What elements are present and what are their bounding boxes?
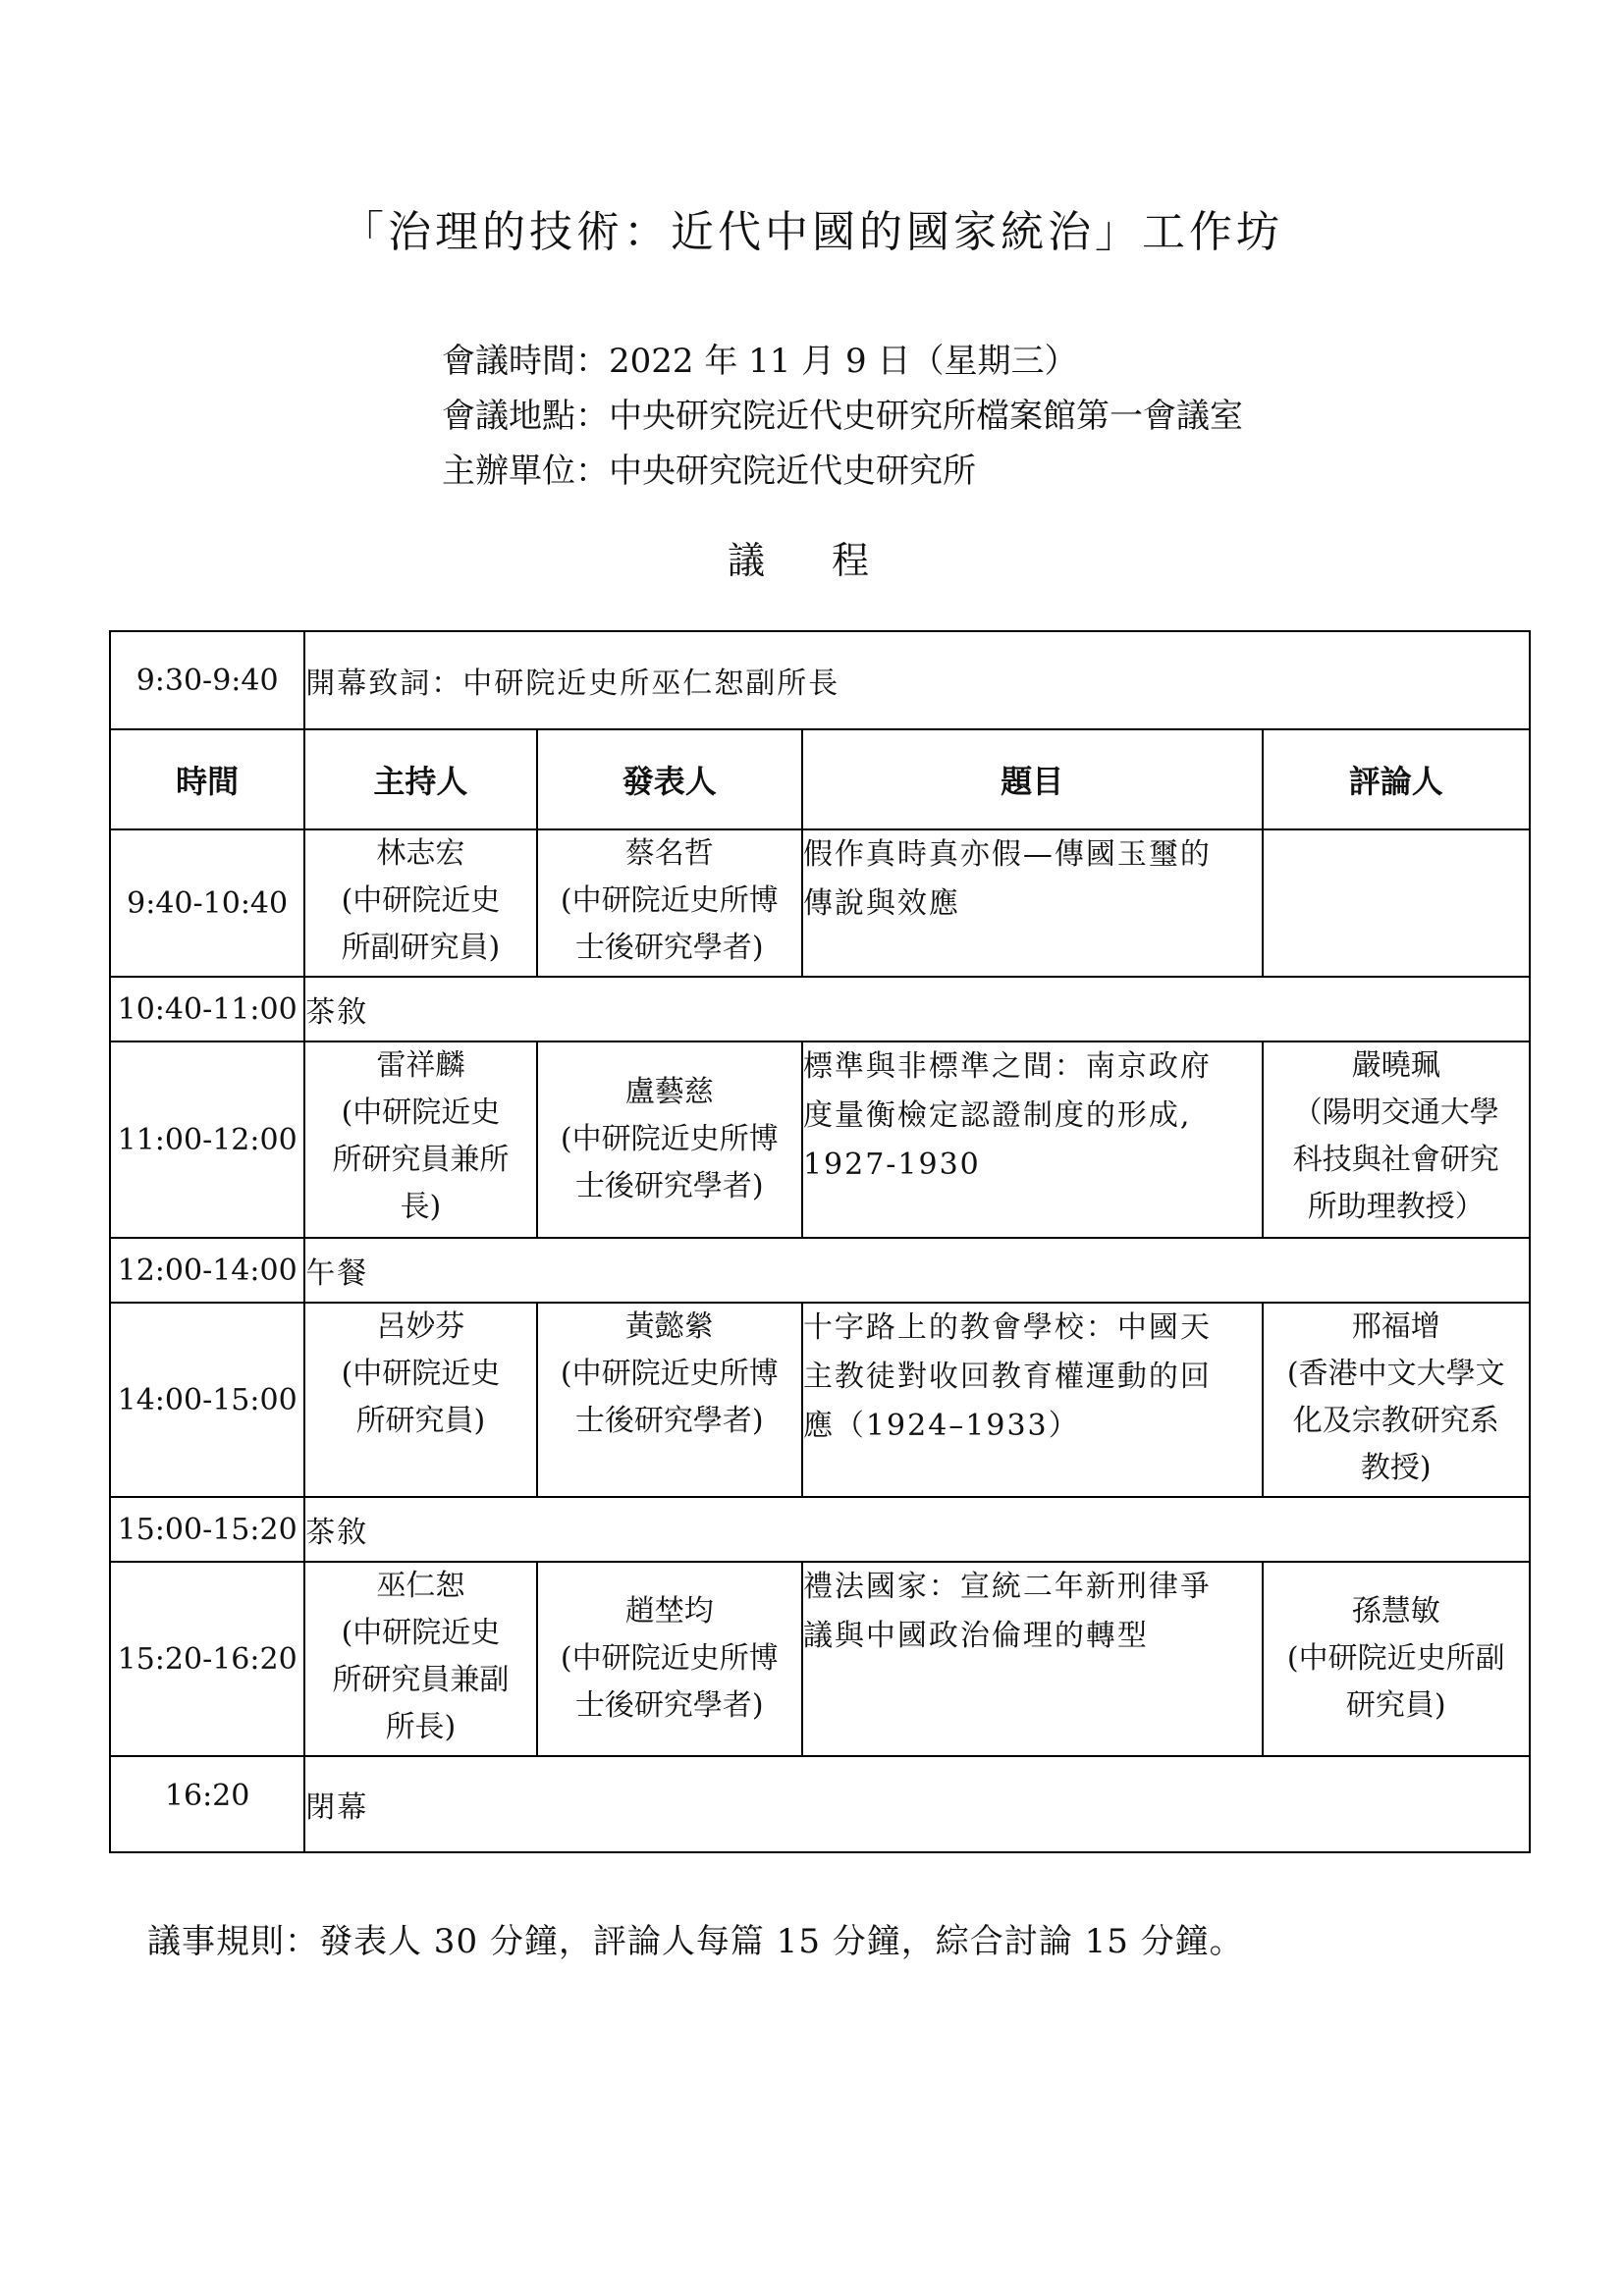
cell-line: 士後研究學者) <box>574 1688 764 1723</box>
table-row-session <box>110 829 1530 977</box>
meeting-date: 會議時間：2022 年 11 月 9 日（星期三） <box>442 342 1078 381</box>
cell-line: (中研院近史所博 <box>560 1122 779 1156</box>
column-header-discussant: 評論人 <box>1263 729 1530 829</box>
agenda-heading: 議 程 <box>727 539 897 582</box>
cell-line: 邢福增 <box>1351 1309 1440 1344</box>
cell-line: 所長) <box>385 1710 457 1744</box>
cell-line: 黃懿縈 <box>624 1309 714 1344</box>
column-header-presenter: 發表人 <box>537 729 802 829</box>
cell-line: 林志宏 <box>376 836 465 871</box>
column-header-topic: 題目 <box>802 729 1263 829</box>
session-presenter <box>537 1303 802 1497</box>
session-topic <box>802 1041 1263 1238</box>
cell-line: 孫慧敏 <box>1351 1594 1440 1629</box>
cell-line: （陽明交通大學 <box>1292 1095 1499 1130</box>
cell-line: 所副研究員) <box>341 931 501 965</box>
meeting-venue: 會議地點：中央研究院近代史研究所檔案館第一會議室 <box>442 397 1243 436</box>
session-time: 15:20-16:20 <box>110 1562 304 1756</box>
break-label: 茶敘 <box>304 1497 1530 1562</box>
break-time: 12:00-14:00 <box>110 1238 304 1303</box>
column-header-time: 時間 <box>110 729 304 829</box>
table-row-break <box>110 977 1530 1041</box>
session-discussant <box>1263 1041 1530 1238</box>
table-row-session <box>110 1562 1530 1756</box>
cell-line: 巫仁恕 <box>376 1569 465 1603</box>
cell-line: 度量衡檢定認證制度的形成, <box>802 1098 1192 1133</box>
cell-line: 趙埜均 <box>624 1594 714 1629</box>
cell-line: 教授) <box>1360 1451 1432 1485</box>
cell-line: 標準與非標準之間：南京政府 <box>802 1049 1212 1084</box>
table-row-break <box>110 1497 1530 1562</box>
cell-line: 禮法國家：宣統二年新刑律爭 <box>802 1570 1212 1604</box>
cell-line: 雷祥麟 <box>376 1048 465 1083</box>
cell-line: (中研院近史 <box>341 1095 501 1130</box>
opening-remarks: 開幕致詞：中研院近史所巫仁恕副所長 <box>304 631 1530 729</box>
column-header-chair: 主持人 <box>304 729 536 829</box>
cell-line: 所助理教授） <box>1307 1190 1485 1224</box>
session-chair <box>304 1303 536 1497</box>
cell-line: 士後研究學者) <box>574 1169 764 1203</box>
cell-line: 十字路上的教會學校：中國天 <box>802 1310 1212 1345</box>
cell-line: 嚴曉珮 <box>1351 1048 1440 1083</box>
agenda-table <box>109 630 1531 1853</box>
session-chair <box>304 829 536 977</box>
cell-line: 蔡名哲 <box>624 836 714 871</box>
cell-line: 議與中國政治倫理的轉型 <box>802 1619 1149 1653</box>
cell-line: 呂妙芬 <box>376 1309 465 1344</box>
cell-line: (中研院近史所博 <box>560 1357 779 1391</box>
session-presenter <box>537 1041 802 1238</box>
table-row-session <box>110 1041 1530 1238</box>
opening-time: 9:30-9:40 <box>110 631 304 729</box>
cell-line: 假作真時真亦假—傳國玉璽的 <box>802 837 1212 872</box>
table-row-break <box>110 1238 1530 1303</box>
cell-line: 盧藝慈 <box>624 1075 714 1109</box>
break-label: 午餐 <box>304 1238 1530 1303</box>
session-topic <box>802 829 1263 977</box>
break-time: 15:00-15:20 <box>110 1497 304 1562</box>
break-label: 茶敘 <box>304 977 1530 1041</box>
table-row-session <box>110 1303 1530 1497</box>
break-time: 10:40-11:00 <box>110 977 304 1041</box>
session-discussant <box>1263 829 1530 977</box>
cell-line: 長) <box>400 1190 442 1224</box>
meeting-info <box>442 334 1243 499</box>
session-chair <box>304 1562 536 1756</box>
session-topic <box>802 1303 1263 1497</box>
cell-line: 士後研究學者) <box>574 1404 764 1438</box>
cell-line: 1927-1930 <box>802 1148 981 1182</box>
session-presenter <box>537 1562 802 1756</box>
session-presenter <box>537 829 802 977</box>
session-discussant <box>1263 1562 1530 1756</box>
session-topic <box>802 1562 1263 1756</box>
cell-line: 所研究員兼所 <box>332 1143 510 1177</box>
session-time: 9:40-10:40 <box>110 829 304 977</box>
cell-line: 所研究員兼副 <box>332 1663 510 1697</box>
closing-time: 16:20 <box>110 1756 304 1852</box>
session-chair <box>304 1041 536 1238</box>
cell-line: 主教徒對收回教育權運動的回 <box>802 1360 1212 1394</box>
cell-line: 科技與社會研究 <box>1292 1143 1499 1177</box>
cell-line: (中研院近史 <box>341 883 501 918</box>
table-header-row <box>110 729 1530 829</box>
cell-line: 所研究員) <box>355 1404 486 1438</box>
cell-line: 化及宗教研究系 <box>1292 1404 1499 1438</box>
cell-line: 應（1924–1933） <box>802 1409 1080 1443</box>
meeting-organizer: 主辦單位：中央研究院近代史研究所 <box>442 452 976 491</box>
table-row-closing <box>110 1756 1530 1852</box>
session-discussant <box>1263 1303 1530 1497</box>
cell-line: (中研院近史 <box>341 1357 501 1391</box>
closing-label: 閉幕 <box>304 1756 1530 1852</box>
session-time: 14:00-15:00 <box>110 1303 304 1497</box>
cell-line: 研究員) <box>1345 1688 1446 1723</box>
cell-line: (香港中文大學文 <box>1286 1357 1505 1391</box>
table-row-opening <box>110 631 1530 729</box>
cell-line: (中研院近史所副 <box>1286 1641 1505 1676</box>
cell-line: (中研院近史所博 <box>560 883 779 918</box>
cell-line: (中研院近史 <box>341 1616 501 1650</box>
procedure-rules: 議事規則：發表人 30 分鐘，評論人每篇 15 分鐘，綜合討論 15 分鐘。 <box>147 1922 1244 1961</box>
page-title: 「治理的技術：近代中國的國家統治」工作坊 <box>341 207 1283 257</box>
cell-line: (中研院近史所博 <box>560 1641 779 1676</box>
cell-line: 士後研究學者) <box>574 931 764 965</box>
session-time: 11:00-12:00 <box>110 1041 304 1238</box>
cell-line: 傳說與效應 <box>802 886 960 921</box>
